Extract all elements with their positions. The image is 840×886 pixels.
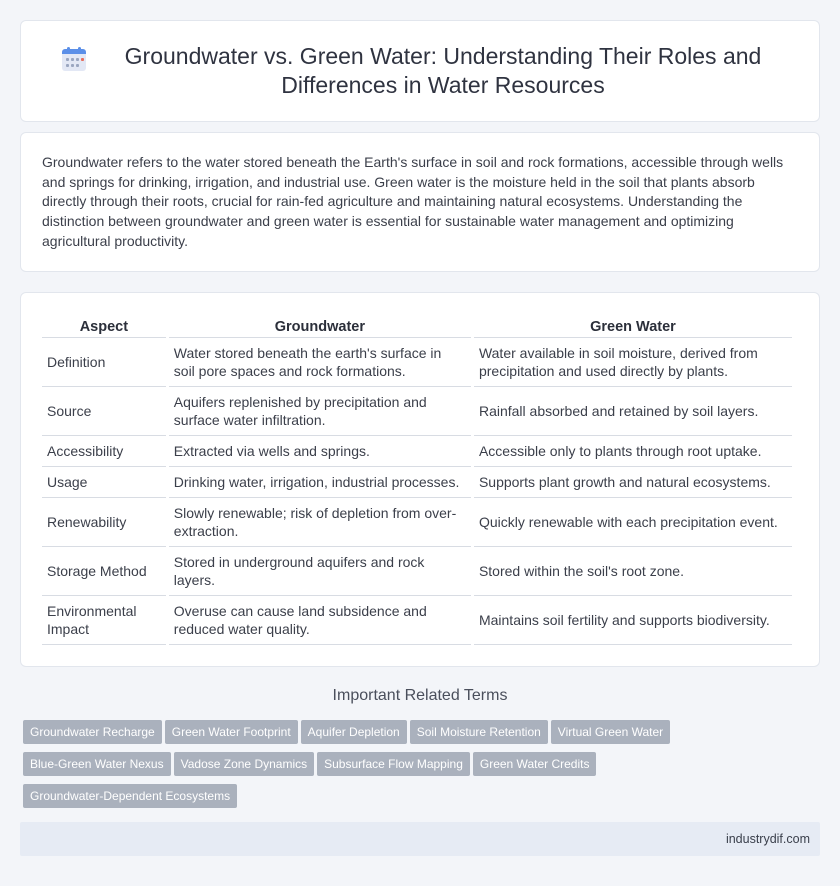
cell-aspect: Storage Method xyxy=(42,547,166,596)
cell-aspect: Definition xyxy=(42,338,166,387)
intro-card xyxy=(20,132,820,272)
related-term-tag[interactable]: Subsurface Flow Mapping xyxy=(317,752,470,776)
related-terms-heading: Important Related Terms xyxy=(332,687,508,704)
cell-green-water: Accessible only to plants through root uptake. xyxy=(474,436,792,467)
related-term-tag[interactable]: Aquifer Depletion xyxy=(301,720,407,744)
footer-site-link[interactable]: industrydif.com xyxy=(725,832,810,846)
related-term-tag[interactable]: Vadose Zone Dynamics xyxy=(174,752,315,776)
cell-groundwater: Slowly renewable; risk of depletion from over-extraction. xyxy=(169,498,471,547)
table-row xyxy=(42,387,792,436)
table-row xyxy=(42,338,792,387)
cell-aspect: Environmental Impact xyxy=(42,596,166,645)
cell-groundwater: Overuse can cause land subsidence and reduced water quality. xyxy=(169,596,471,645)
table-row xyxy=(42,436,792,467)
related-term-tag[interactable]: Groundwater Recharge xyxy=(23,720,162,744)
cell-green-water: Rainfall absorbed and retained by soil layers. xyxy=(474,387,792,436)
intro-paragraph: Groundwater refers to the water stored beneath the Earth's surface in soil and rock formations, accessible through wells and springs for drinking, irrigation, and industrial use. Green water is the moisture held in the soil that plants absorb directly through their roots, crucial for rain-fed agriculture and maintaining natural ecosystems. Understanding the distinction between groundwater and green water is essential for sustainable water management and optimizing agricultural productivity. xyxy=(42,154,784,249)
table-header-row xyxy=(42,313,792,338)
cell-green-water: Water available in soil moisture, derived from precipitation and used directly by plants. xyxy=(474,338,792,387)
related-terms-list xyxy=(23,720,813,816)
related-term-tag[interactable]: Virtual Green Water xyxy=(551,720,670,744)
calendar-icon xyxy=(61,46,87,72)
cell-green-water: Maintains soil fertility and supports biodiversity. xyxy=(474,596,792,645)
table-row xyxy=(42,596,792,645)
cell-aspect: Source xyxy=(42,387,166,436)
header-aspect: Aspect xyxy=(42,313,166,338)
table-row xyxy=(42,547,792,596)
table-row xyxy=(42,467,792,498)
title-card xyxy=(20,20,820,122)
related-term-tag[interactable]: Blue-Green Water Nexus xyxy=(23,752,171,776)
header-groundwater: Groundwater xyxy=(169,313,471,338)
related-term-tag[interactable]: Green Water Credits xyxy=(473,752,597,776)
page-title: Groundwater vs. Green Water: Understanding Their Roles and Differences in Water Resources xyxy=(124,43,762,98)
cell-aspect: Usage xyxy=(42,467,166,498)
cell-green-water: Supports plant growth and natural ecosystems. xyxy=(474,467,792,498)
related-term-tag[interactable]: Soil Moisture Retention xyxy=(410,720,548,744)
cell-groundwater: Aquifers replenished by precipitation and surface water infiltration. xyxy=(169,387,471,436)
cell-groundwater: Stored in underground aquifers and rock layers. xyxy=(169,547,471,596)
cell-aspect: Renewability xyxy=(42,498,166,547)
comparison-table xyxy=(39,313,795,645)
cell-groundwater: Water stored beneath the earth's surface in soil pore spaces and rock formations. xyxy=(169,338,471,387)
comparison-card xyxy=(20,292,820,667)
table-row xyxy=(42,498,792,547)
cell-green-water: Stored within the soil's root zone. xyxy=(474,547,792,596)
cell-groundwater: Drinking water, irrigation, industrial processes. xyxy=(169,467,471,498)
cell-groundwater: Extracted via wells and springs. xyxy=(169,436,471,467)
footer xyxy=(20,822,820,856)
cell-green-water: Quickly renewable with each precipitation event. xyxy=(474,498,792,547)
header-green-water: Green Water xyxy=(474,313,792,338)
related-term-tag[interactable]: Green Water Footprint xyxy=(165,720,298,744)
cell-aspect: Accessibility xyxy=(42,436,166,467)
related-term-tag[interactable]: Groundwater-Dependent Ecosystems xyxy=(23,784,237,808)
